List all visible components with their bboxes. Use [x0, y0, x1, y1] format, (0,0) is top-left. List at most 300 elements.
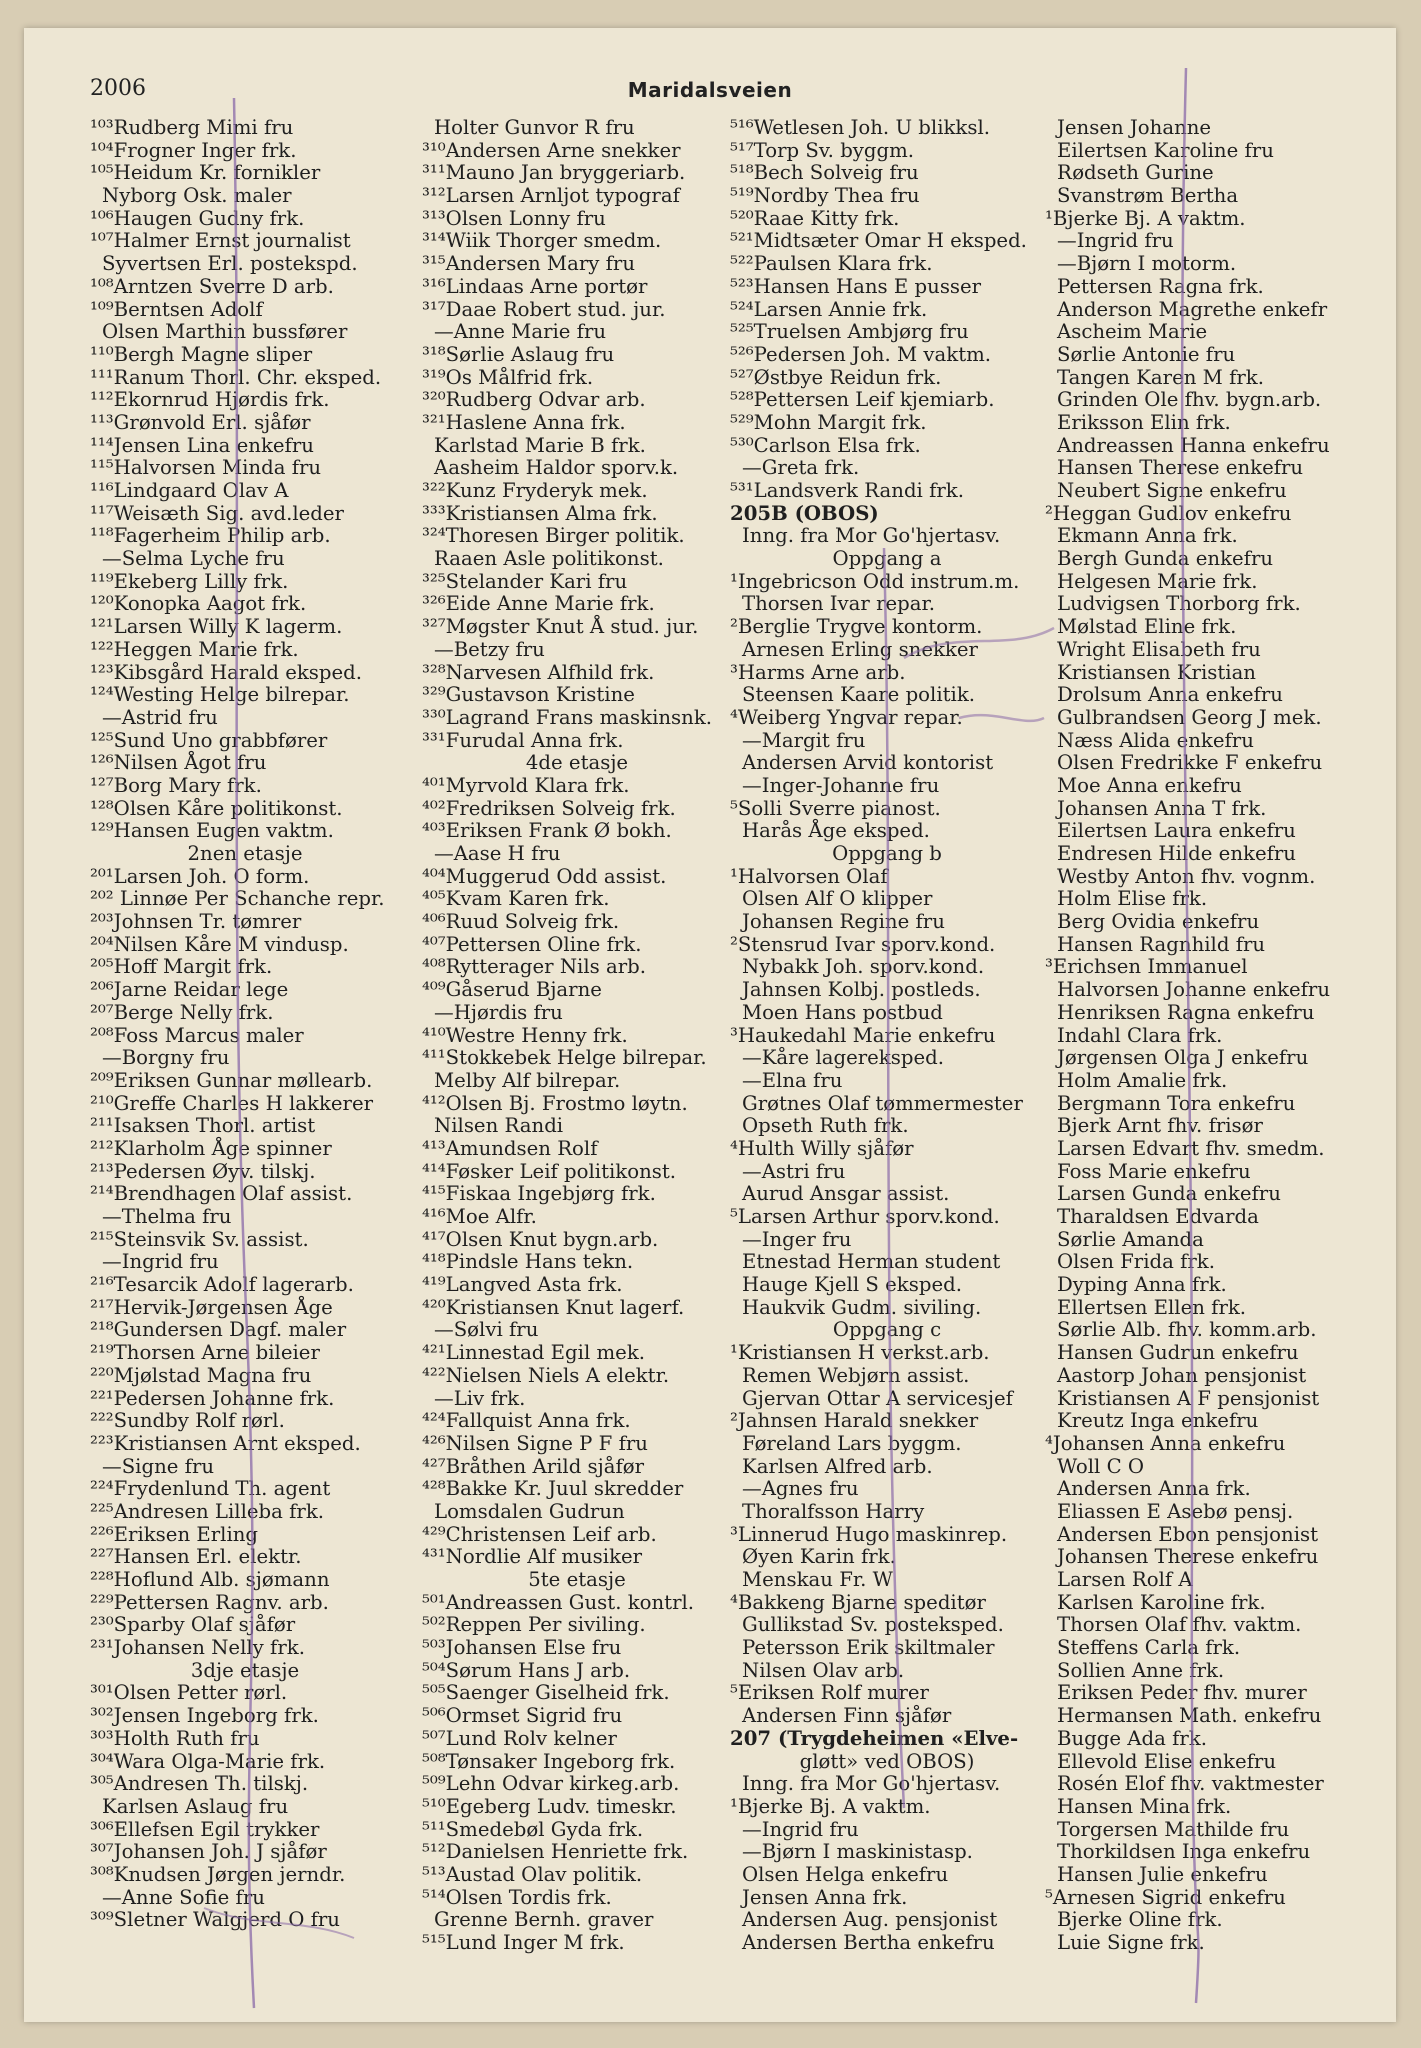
resident-entry: ²¹³Pedersen Øyv. tilskj. — [90, 1159, 316, 1183]
section-heading: 3dje etasje — [190, 1658, 300, 1682]
resident-entry: Grenne Bernh. graver — [434, 1908, 654, 1932]
resident-entry: ²¹⁶Tesarcik Adolf lagerarb. — [90, 1273, 354, 1297]
resident-entry: ¹¹²Ekornrud Hjørdis frk. — [90, 388, 330, 412]
resident-entry: ⁵²⁹Mohn Margit frk. — [730, 410, 927, 434]
resident-entry: ³¹¹Mauno Jan bryggeriarb. — [422, 161, 686, 185]
resident-entry: ³⁰²Jensen Ingeborg frk. — [90, 1704, 319, 1728]
resident-entry: Hansen Julie enkefru — [1057, 1862, 1268, 1886]
resident-entry: ²⁰⁹Eriksen Gunnar møllearb. — [90, 1068, 373, 1092]
resident-entry: ⁵²⁴Larsen Annie frk. — [730, 297, 928, 321]
resident-entry: ¹¹³Grønvold Erl. sjåfør — [90, 410, 311, 434]
resident-entry: —Astrid fru — [102, 705, 218, 729]
resident-entry: ¹¹⁰Bergh Magne sliper — [90, 342, 313, 366]
resident-entry: Mølstad Eline frk. — [1057, 615, 1237, 639]
resident-entry: ²²⁰Mjølstad Magna fru — [90, 1363, 312, 1387]
resident-entry: ⁵Eriksen Rolf murer — [730, 1681, 929, 1705]
resident-entry: ³³³Kristiansen Alma frk. — [422, 501, 658, 525]
resident-entry: Etnestad Herman student — [742, 1250, 1001, 1274]
resident-entry: ⁵²⁶Pedersen Joh. M vaktm. — [730, 342, 992, 366]
resident-entry: ³³¹Furudal Anna frk. — [422, 728, 624, 752]
resident-entry: ⁵⁰⁶Ormset Sigrid fru — [422, 1704, 623, 1728]
resident-entry: ¹⁰⁸Arntzen Sverre D arb. — [90, 274, 334, 298]
resident-entry: —Inger fru — [742, 1227, 852, 1251]
resident-entry: ²⁰¹Larsen Joh. O form. — [90, 864, 310, 888]
resident-entry: Thorsen Ivar repar. — [742, 592, 935, 616]
resident-entry: ¹¹¹Ranum Thorl. Chr. eksped. — [90, 365, 382, 389]
resident-entry: Bergmann Tora enkefru — [1057, 1091, 1296, 1115]
resident-entry: ²⁰³Johnsen Tr. tømrer — [90, 910, 302, 934]
resident-entry: ¹²²Heggen Marie frk. — [90, 637, 299, 661]
resident-entry: Karlstad Marie B frk. — [434, 433, 646, 457]
resident-entry: ²³¹Johansen Nelly frk. — [90, 1636, 305, 1660]
resident-entry: ⁴Weiberg Yngvar repar. — [730, 705, 963, 729]
resident-entry: ³¹²Larsen Arnljot typograf — [422, 184, 680, 208]
resident-entry: ³²⁵Stelander Kari fru — [422, 569, 628, 593]
resident-entry: ¹Ingebricson Odd instrum.m. — [730, 569, 1020, 593]
resident-entry: —Ingrid fru — [742, 1817, 859, 1841]
resident-entry: Johansen Therese enkefru — [1057, 1545, 1319, 1569]
resident-entry: Torgersen Mathilde fru — [1057, 1817, 1290, 1841]
resident-entry: Ellevold Elise enkefru — [1057, 1749, 1277, 1773]
column-3 — [730, 117, 1044, 1955]
resident-entry: ⁴⁰¹Myrvold Klara frk. — [422, 773, 630, 797]
resident-entry: Hansen Therese enkefru — [1057, 456, 1304, 480]
resident-entry: Holter Gunvor R fru — [434, 117, 635, 139]
resident-entry: ⁵⁰⁹Lehn Odvar kirkeg.arb. — [422, 1772, 680, 1796]
resident-entry: Andersen Bertha enkefru — [742, 1931, 995, 1954]
resident-entry: Jørgensen Olga J enkefru — [1057, 1046, 1309, 1070]
resident-entry: ⁴⁰⁵Kvam Karen frk. — [422, 887, 610, 911]
resident-entry: Andersen Anna frk. — [1057, 1477, 1251, 1501]
resident-entry: ³²²Kunz Fryderyk mek. — [422, 479, 648, 502]
resident-entry: ⁵¹⁶Wetlesen Joh. U blikksl. — [730, 117, 991, 139]
resident-entry: ⁴⁰⁸Rytterager Nils arb. — [422, 955, 647, 979]
resident-entry: —Anne Sofie fru — [102, 1885, 265, 1909]
resident-entry: Bjerke Oline frk. — [1057, 1908, 1223, 1932]
resident-entry: Larsen Gunda enkefru — [1057, 1182, 1281, 1206]
resident-entry: Hansen Gudrun enkefru — [1057, 1341, 1299, 1365]
resident-entry: Dyping Anna frk. — [1057, 1273, 1227, 1297]
resident-entry: ⁵²²Paulsen Klara frk. — [730, 252, 933, 276]
resident-entry: Kreutz Inga enkefru — [1057, 1409, 1259, 1433]
resident-entry: ⁴²⁶Nilsen Signe P F fru — [422, 1431, 648, 1455]
resident-entry: Holm Elise frk. — [1057, 887, 1208, 911]
resident-entry: ³²⁴Thoresen Birger politik. — [422, 524, 685, 548]
resident-entry: Karlsen Aslaug fru — [102, 1794, 289, 1818]
resident-entry: Harås Åge eksped. — [742, 819, 930, 843]
resident-entry: Øyen Karin frk. — [742, 1545, 896, 1569]
resident-entry: ⁴Johansen Anna enkefru — [1045, 1431, 1286, 1455]
resident-entry: Ekmann Anna frk. — [1057, 524, 1238, 548]
resident-entry: —Anne Marie fru — [434, 320, 607, 344]
resident-entry: ¹¹⁷Weisæth Sig. avd.leder — [90, 501, 344, 525]
resident-entry: ²Jahnsen Harald snekker — [730, 1409, 979, 1433]
resident-entry: ³Harms Arne arb. — [730, 660, 906, 684]
resident-entry: ⁴²¹Linnestad Egil mek. — [422, 1341, 646, 1365]
resident-entry: ⁴Hulth Willy sjåfør — [730, 1136, 914, 1160]
resident-entry: —Ingrid fru — [1057, 229, 1174, 253]
resident-entry: Ellertsen Ellen frk. — [1057, 1295, 1247, 1319]
resident-entry: ³¹⁷Daae Robert stud. jur. — [422, 297, 666, 321]
resident-entry: ¹²⁸Olsen Kåre politikonst. — [90, 796, 343, 820]
resident-entry: Drolsum Anna enkefru — [1057, 683, 1283, 707]
resident-entry: Johansen Regine fru — [742, 910, 945, 934]
resident-entry: ²¹⁰Greffe Charles H lakkerer — [90, 1091, 374, 1115]
resident-entry: ³⁰⁶Ellefsen Egil trykker — [90, 1817, 320, 1841]
resident-entry: ²⁰⁶Jarne Reidar lege — [90, 978, 289, 1002]
resident-entry: ⁵¹⁷Torp Sv. byggm. — [730, 138, 915, 162]
resident-entry: Tharaldsen Edvarda — [1057, 1205, 1259, 1228]
resident-entry: Ludvigsen Thorborg frk. — [1057, 592, 1301, 616]
resident-entry: Andreassen Hanna enkefru — [1057, 433, 1330, 457]
resident-entry: Grøtnes Olaf tømmermester — [742, 1091, 1023, 1115]
resident-entry: —Agnes fru — [742, 1477, 859, 1501]
resident-entry: ³¹⁶Lindaas Arne portør — [422, 274, 648, 298]
resident-entry: Gulbrandsen Georg J mek. — [1057, 705, 1322, 729]
resident-entry: ²²⁴Frydenlund Th. agent — [90, 1477, 331, 1501]
resident-entry: —Ingrid fru — [102, 1250, 219, 1274]
resident-entry: —Margit fru — [742, 728, 866, 752]
resident-entry: ⁵²³Hansen Hans E pusser — [730, 274, 982, 298]
resident-entry: Svanstrøm Bertha — [1057, 184, 1239, 208]
column-4 — [1045, 117, 1363, 1955]
resident-entry: Næss Alida enkefru — [1057, 728, 1254, 752]
resident-entry: ⁵⁰⁷Lund Rolv kelner — [422, 1726, 617, 1750]
resident-entry: ⁴²⁷Bråthen Arild sjåfør — [422, 1454, 645, 1478]
resident-entry: Nybakk Joh. sporv.kond. — [742, 955, 985, 979]
resident-entry: Woll C O — [1057, 1454, 1145, 1478]
resident-entry: ¹²⁰Konopka Aagot frk. — [90, 592, 307, 616]
resident-entry: Olsen Fredrikke F enkefru — [1057, 751, 1323, 775]
resident-entry: ²¹²Klarholm Åge spinner — [90, 1136, 332, 1160]
resident-entry: ²²⁸Hoflund Alb. sjømann — [90, 1568, 330, 1591]
resident-entry: ⁵⁰²Reppen Per siviling. — [422, 1613, 646, 1637]
resident-entry: Luie Signe frk. — [1057, 1931, 1205, 1954]
resident-entry: ⁵³¹Landsverk Randi frk. — [730, 479, 964, 502]
resident-entry: Menskau Fr. W — [742, 1568, 893, 1591]
resident-entry: ⁵¹⁰Egeberg Ludv. timeskr. — [422, 1794, 677, 1818]
resident-entry: —Kåre lagereksped. — [742, 1046, 944, 1070]
resident-entry: Olsen Helga enkefru — [742, 1862, 949, 1886]
resident-entry: ⁴⁰⁶Ruud Solveig frk. — [422, 910, 620, 934]
resident-entry: Johansen Anna T frk. — [1057, 796, 1267, 820]
directory-page — [24, 28, 1396, 2022]
resident-entry: ²⁰⁴Nilsen Kåre M vindusp. — [90, 932, 349, 956]
resident-entry: ⁴⁰²Fredriksen Solveig frk. — [422, 796, 676, 820]
resident-entry: Rødseth Gurine — [1057, 161, 1214, 185]
resident-entry: ¹²⁶Nilsen Ågot fru — [90, 751, 267, 775]
resident-entry: ⁴⁰⁷Pettersen Oline frk. — [422, 932, 642, 956]
resident-entry: Bugge Ada frk. — [1057, 1726, 1207, 1750]
resident-entry: Gullikstad Sv. posteksped. — [742, 1613, 1004, 1637]
resident-entry: —Thelma fru — [102, 1205, 232, 1228]
resident-entry: Sørlie Antonie fru — [1057, 342, 1236, 366]
resident-entry: Steensen Kaare politik. — [742, 683, 976, 707]
resident-entry: ¹Halvorsen Olaf — [730, 864, 888, 888]
resident-entry: ²Berglie Trygve kontorm. — [730, 615, 983, 639]
resident-entry: Hansen Mina frk. — [1057, 1794, 1232, 1818]
resident-entry: ²²⁹Pettersen Ragnv. arb. — [90, 1590, 329, 1614]
resident-entry: Olsen Frida frk. — [1057, 1250, 1215, 1274]
section-heading: 5te etasje — [528, 1568, 626, 1591]
resident-entry: ⁴¹¹Stokkebek Helge bilrepar. — [422, 1046, 707, 1070]
page-title: Maridalsveien — [627, 78, 793, 102]
resident-entry: ³²¹Haslene Anna frk. — [422, 410, 626, 434]
resident-entry: ⁴¹⁰Westre Henny frk. — [422, 1023, 628, 1047]
resident-entry: ²¹⁹Thorsen Arne bileier — [90, 1341, 320, 1365]
resident-entry: ³⁰⁷Johansen Joh. J sjåfør — [90, 1840, 327, 1864]
resident-entry: Remen Webjørn assist. — [742, 1363, 970, 1387]
resident-entry: ²³⁰Sparby Olaf sjåfør — [90, 1613, 296, 1637]
resident-entry: Sørlie Amanda — [1057, 1227, 1204, 1251]
resident-entry: —Selma Lyche fru — [102, 547, 285, 571]
resident-entry: ⁵¹⁴Olsen Tordis frk. — [422, 1885, 612, 1909]
resident-entry: ³⁰⁸Knudsen Jørgen jerndr. — [90, 1862, 346, 1886]
resident-entry: Jahnsen Kolbj. postleds. — [742, 978, 981, 1002]
resident-entry: Nilsen Randi — [434, 1114, 564, 1138]
resident-entry: —Astri fru — [742, 1159, 846, 1183]
resident-entry: ¹⁰⁶Haugen Gudny frk. — [90, 206, 305, 230]
resident-entry: Eilertsen Laura enkefru — [1057, 819, 1296, 843]
resident-entry: Larsen Edvart fhv. smedm. — [1057, 1136, 1325, 1160]
resident-entry: ⁴²²Nielsen Niels A elektr. — [422, 1363, 670, 1387]
resident-entry: ¹¹⁸Fagerheim Philip arb. — [90, 524, 331, 548]
resident-entry: ²²⁶Eriksen Erling — [90, 1522, 259, 1546]
resident-entry: ³¹⁸Sørlie Aslaug fru — [422, 342, 615, 366]
resident-entry: ⁴²⁹Christensen Leif arb. — [422, 1522, 657, 1546]
resident-entry: ¹²⁵Sund Uno grabbfører — [90, 728, 328, 752]
resident-entry: Eliassen E Asebø pensj. — [1057, 1499, 1294, 1523]
resident-entry: ⁴¹⁹Langved Asta frk. — [422, 1273, 623, 1297]
resident-entry: Gjervan Ottar A servicesjef — [742, 1386, 1013, 1410]
resident-entry: Syvertsen Erl. postekspd. — [102, 252, 358, 276]
resident-entry: ²⁰⁷Berge Nelly frk. — [90, 1000, 274, 1024]
resident-entry: Wright Elisabeth fru — [1057, 637, 1261, 661]
resident-entry: ³¹⁰Andersen Arne snekker — [422, 138, 681, 162]
resident-entry: ¹²³Kibsgård Harald eksped. — [90, 660, 363, 684]
resident-entry: ⁴Bakkeng Bjarne speditør — [730, 1590, 986, 1614]
resident-entry: Hauge Kjell S eksped. — [742, 1273, 962, 1297]
resident-entry: —Signe fru — [102, 1454, 215, 1478]
resident-entry: Hansen Ragnhild fru — [1057, 932, 1266, 956]
resident-entry: ³¹³Olsen Lonny fru — [422, 206, 606, 230]
resident-entry: ⁵¹⁹Nordby Thea fru — [730, 184, 920, 208]
resident-entry: ⁵Larsen Arthur sporv.kond. — [730, 1205, 1000, 1228]
resident-entry: ²Heggan Gudlov enkefru — [1045, 501, 1292, 525]
resident-entry: ¹²⁹Hansen Eugen vaktm. — [90, 819, 334, 843]
section-heading: 4de etasje — [525, 751, 629, 775]
resident-entry: Andersen Arvid kontorist — [742, 751, 994, 775]
resident-entry: —Borgny fru — [102, 1046, 230, 1070]
resident-entry: —Greta frk. — [742, 456, 860, 480]
resident-entry: ²⁰⁵Hoff Margit frk. — [90, 955, 273, 979]
resident-entry: ⁵⁰⁸Tønsaker Ingeborg frk. — [422, 1749, 676, 1773]
resident-entry: —Bjørn I maskinistasp. — [742, 1840, 973, 1864]
resident-entry: ⁵¹⁵Lund Inger M frk. — [422, 1931, 625, 1954]
resident-entry: ⁴⁰³Eriksen Frank Ø bokh. — [422, 819, 672, 843]
resident-entry: Nyborg Osk. maler — [102, 184, 292, 208]
resident-entry: ³¹⁵Andersen Mary fru — [422, 252, 635, 276]
resident-entry: ²¹¹Isaksen Thorl. artist — [90, 1114, 316, 1138]
resident-entry: Grinden Ole fhv. bygn.arb. — [1057, 388, 1322, 412]
resident-entry: ²⁰⁸Foss Marcus maler — [90, 1023, 304, 1047]
resident-entry: ³⁰³Holth Ruth fru — [90, 1726, 260, 1750]
resident-entry: Andersen Ebon pensjonist — [1057, 1522, 1319, 1546]
resident-entry: —Bjørn I motorm. — [1057, 252, 1237, 276]
resident-entry: ⁴¹⁵Fiskaa Ingebjørg frk. — [422, 1182, 656, 1206]
resident-entry: ⁵⁰⁴Sørum Hans J arb. — [422, 1658, 631, 1682]
resident-entry: ³²⁹Gustavson Kristine — [422, 683, 635, 707]
resident-entry: ³⁰⁴Wara Olga-Marie frk. — [90, 1749, 326, 1773]
resident-entry: ²Stensrud Ivar sporv.kond. — [730, 932, 996, 956]
resident-entry: ⁵²⁵Truelsen Ambjørg fru — [730, 320, 969, 344]
resident-entry: —Betzy fru — [434, 637, 545, 661]
resident-entry: Aastorp Johan pensjonist — [1057, 1363, 1307, 1387]
resident-entry: Bergh Gunda enkefru — [1057, 547, 1274, 571]
resident-entry: Neubert Signe enkefru — [1057, 479, 1287, 502]
resident-entry: ²²⁵Andresen Lilleba frk. — [90, 1499, 325, 1523]
address-heading: 207 (Trygdeheimen «Elve- — [730, 1726, 1019, 1750]
resident-entry: Helgesen Marie frk. — [1057, 569, 1258, 593]
resident-entry: Bjerk Arnt fhv. frisør — [1057, 1114, 1263, 1138]
resident-entry: Haukvik Gudm. siviling. — [742, 1295, 982, 1319]
resident-entry: Andersen Aug. pensjonist — [742, 1908, 998, 1932]
resident-entry: Endresen Hilde enkefru — [1057, 842, 1296, 865]
resident-entry: ¹⁰⁴Frogner Inger frk. — [90, 138, 297, 162]
page-number: 2006 — [90, 76, 146, 101]
resident-entry: Pettersen Ragna frk. — [1057, 274, 1264, 298]
resident-entry: ³²⁰Rudberg Odvar arb. — [422, 388, 646, 412]
resident-entry: ¹Kristiansen H verkst.arb. — [730, 1341, 990, 1365]
resident-entry: ²⁰² Linnøe Per Schanche repr. — [90, 887, 385, 911]
resident-entry: Eriksen Peder fhv. murer — [1057, 1681, 1307, 1705]
resident-entry: Westby Anton fhv. vognm. — [1057, 864, 1316, 888]
resident-entry: Holm Amalie frk. — [1057, 1068, 1228, 1092]
resident-entry: ⁵³⁰Carlson Elsa frk. — [730, 433, 921, 457]
resident-entry: ¹⁰³Rudberg Mimi fru — [90, 117, 294, 139]
resident-entry: —Aase H fru — [434, 842, 561, 865]
resident-entry: ⁴¹³Amundsen Rolf — [422, 1136, 598, 1160]
resident-entry: Thoralfsson Harry — [742, 1499, 925, 1523]
resident-entry: Jensen Johanne — [1057, 117, 1212, 139]
resident-entry: Tangen Karen M frk. — [1057, 365, 1264, 389]
resident-entry: Olsen Marthin bussfører — [102, 320, 348, 344]
resident-entry: ²²²Sundby Rolf rørl. — [90, 1409, 285, 1433]
resident-entry: Kristiansen Kristian — [1057, 660, 1256, 684]
resident-entry: ²¹⁷Hervik-Jørgensen Åge — [90, 1295, 333, 1319]
resident-entry: ⁵Solli Sverre pianost. — [730, 796, 941, 820]
resident-entry: Steffens Carla frk. — [1057, 1636, 1241, 1660]
resident-entry: ⁵²⁰Raae Kitty frk. — [730, 206, 900, 230]
resident-entry: ⁵¹³Austad Olav politik. — [422, 1862, 643, 1886]
resident-entry: ⁴¹⁷Olsen Knut bygn.arb. — [422, 1227, 659, 1251]
resident-entry: ⁵²¹Midtsæter Omar H eksped. — [730, 229, 1027, 253]
resident-entry: —Inger-Johanne fru — [742, 773, 940, 797]
section-heading: 2nen etasje — [187, 842, 303, 865]
resident-entry: Olsen Alf O klipper — [742, 887, 933, 911]
resident-entry: Kristiansen A F pensjonist — [1057, 1386, 1320, 1410]
resident-entry: Lomsdalen Gudrun — [434, 1499, 625, 1523]
resident-entry: ⁵²⁷Østbye Reidun frk. — [730, 365, 942, 389]
resident-entry: Eriksson Elin frk. — [1057, 410, 1231, 434]
resident-entry: ³Erichsen Immanuel — [1045, 955, 1248, 979]
resident-entry: Nilsen Olav arb. — [742, 1658, 905, 1682]
resident-entry: ⁵¹⁸Bech Solveig fru — [730, 161, 919, 185]
section-heading: Oppgang b — [832, 842, 942, 865]
resident-entry: Raaen Asle politikonst. — [434, 547, 664, 571]
resident-entry: ³⁰⁹Sletner Walgjerd O fru — [90, 1908, 340, 1932]
column-1 — [90, 117, 400, 1932]
resident-entry: ²¹⁸Gundersen Dagf. maler — [90, 1318, 347, 1342]
resident-entry: Ascheim Marie — [1057, 320, 1208, 344]
resident-entry: ⁵Arnesen Sigrid enkefru — [1045, 1885, 1286, 1909]
resident-entry: ⁴³¹Nordlie Alf musiker — [422, 1545, 643, 1569]
resident-entry: ²²¹Pedersen Johanne frk. — [90, 1386, 335, 1410]
resident-entry: ¹⁰⁵Heidum Kr. fornikler — [90, 161, 321, 185]
resident-entry: ³⁰¹Olsen Petter rørl. — [90, 1681, 288, 1705]
resident-entry: ⁴¹⁶Moe Alfr. — [422, 1205, 537, 1228]
resident-entry: Foss Marie enkefru — [1057, 1159, 1251, 1183]
resident-entry: ³Linnerud Hugo maskinrep. — [730, 1522, 1008, 1546]
resident-entry: Halvorsen Johanne enkefru — [1057, 978, 1331, 1002]
resident-entry: Aurud Ansgar assist. — [742, 1182, 950, 1206]
resident-entry: ⁵⁰³Johansen Else fru — [422, 1636, 622, 1660]
resident-entry: ³⁰⁵Andresen Th. tilskj. — [90, 1772, 309, 1796]
resident-entry: ⁴¹⁴Føsker Leif politikonst. — [422, 1159, 677, 1183]
resident-entry: ¹²¹Larsen Willy K lagerm. — [90, 615, 343, 639]
resident-entry: ³¹⁹Os Målfrid frk. — [422, 365, 594, 389]
section-heading: Oppgang a — [832, 547, 942, 571]
resident-entry: ¹¹⁹Ekeberg Lilly frk. — [90, 569, 289, 593]
address-heading: 205B (OBOS) — [730, 501, 879, 525]
resident-entry: Berg Ovidia enkefru — [1057, 910, 1260, 934]
section-heading: Oppgang c — [832, 1318, 942, 1342]
resident-entry: ¹¹⁶Lindgaard Olav A — [90, 479, 289, 502]
resident-entry: ⁴²⁸Bakke Kr. Juul skredder — [422, 1477, 684, 1501]
resident-entry: Jensen Anna frk. — [742, 1885, 908, 1909]
resident-entry: Moe Anna enkefru — [1057, 773, 1242, 797]
resident-entry: Rosén Elof fhv. vaktmester — [1057, 1772, 1324, 1796]
resident-entry: ³Haukedahl Marie enkefru — [730, 1023, 996, 1047]
resident-entry: ¹Bjerke Bj. A vaktm. — [1045, 206, 1246, 230]
resident-entry: —Hjørdis fru — [434, 1000, 563, 1024]
resident-entry: ³³⁰Lagrand Frans maskinsnk. — [422, 705, 713, 729]
resident-entry: ²²³Kristiansen Arnt eksped. — [90, 1431, 361, 1455]
resident-entry: ⁵⁰⁵Saenger Giselheid frk. — [422, 1681, 670, 1705]
resident-entry: ¹²⁷Borg Mary frk. — [90, 773, 262, 797]
resident-entry: Sollien Anne frk. — [1057, 1658, 1225, 1682]
resident-entry: Opseth Ruth frk. — [742, 1114, 909, 1138]
resident-entry: Karlsen Alfred arb. — [742, 1454, 933, 1478]
resident-entry: ⁴¹²Olsen Bj. Frostmo løytn. — [422, 1091, 688, 1115]
resident-entry: ¹²⁴Westing Helge bilrepar. — [90, 683, 350, 707]
resident-entry: Føreland Lars byggm. — [742, 1431, 962, 1455]
resident-entry: ¹¹⁴Jensen Lina enkefru — [90, 433, 314, 457]
resident-entry: Karlsen Karoline frk. — [1057, 1590, 1266, 1614]
resident-entry: ³²⁸Narvesen Alfhild frk. — [422, 660, 655, 684]
resident-entry: Melby Alf bilrepar. — [434, 1068, 621, 1092]
resident-entry: ⁴⁰⁴Muggerud Odd assist. — [422, 864, 667, 888]
resident-entry: ³²⁷Møgster Knut Å stud. jur. — [422, 615, 699, 639]
resident-entry: Arnesen Erling snekker — [742, 637, 978, 661]
resident-entry: ⁵¹²Danielsen Henriette frk. — [422, 1840, 689, 1864]
resident-entry: Andersen Finn sjåfør — [742, 1704, 952, 1728]
resident-entry: ³¹⁴Wiik Thorger smedm. — [422, 229, 662, 253]
resident-entry: Petersson Erik skiltmaler — [742, 1636, 995, 1660]
resident-entry: —Sølvi fru — [434, 1318, 539, 1342]
resident-entry: ⁵¹¹Smedebøl Gyda frk. — [422, 1817, 644, 1841]
resident-entry: Hermansen Math. enkefru — [1057, 1704, 1322, 1728]
